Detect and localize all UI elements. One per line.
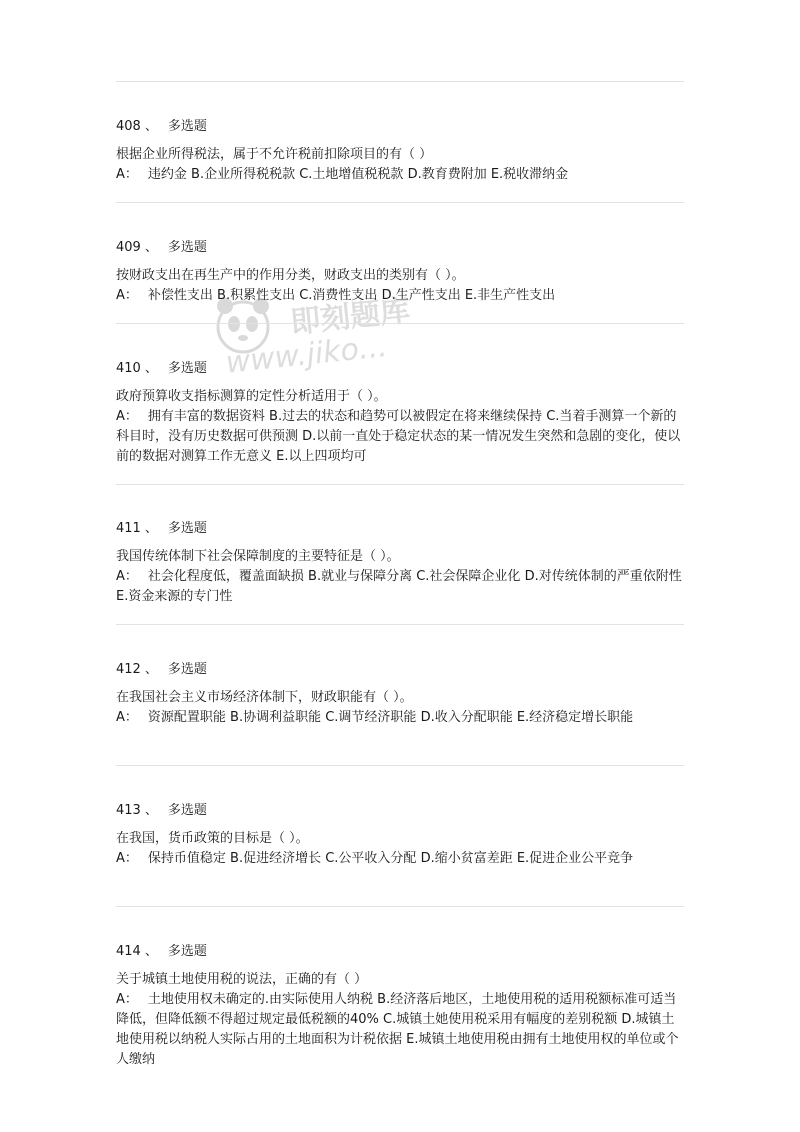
question-stem: 政府预算收支指标测算的定性分析适用于（ ）。 [116,389,387,404]
divider [116,81,684,82]
question-body [116,387,686,467]
question-413 [116,801,686,869]
question-number: 408 [116,119,141,134]
question-body [116,547,686,607]
question-header [116,117,686,137]
answer-label: A： [116,167,138,182]
question-answer [116,708,686,728]
question-type: 多选题 [167,662,207,677]
question-answer [116,286,686,306]
question-number: 409 [116,240,141,255]
watermark-site: www.jiko... [224,329,390,381]
question-411 [116,519,686,607]
question-number: 410 [116,361,141,376]
question-body [116,970,686,1070]
question-stem: 我国传统体制下社会保障制度的主要特征是（ ）。 [116,549,400,564]
answer-label: A： [116,569,138,584]
divider [116,906,684,907]
question-separator: 、 [144,119,158,134]
answer-text: 拥有丰富的数据资料 B.过去的状态和趋势可以被假定在将来继续保持 C.当着手测算一个新的科目时，没有历史数据可供预测 D.以前一直处于稳定状态的某一情况发生突然和急剧的变化，使以前的数据对测算工作无意义 E.以上四项均可 [116,409,681,464]
question-number: 412 [116,662,141,677]
question-answer [116,849,686,869]
question-412 [116,660,686,728]
question-answer [116,407,686,467]
question-type: 多选题 [167,361,207,376]
answer-label: A： [116,710,138,725]
answer-label: A： [116,409,138,424]
question-stem: 在我国，货币政策的目标是（ ）。 [116,831,309,846]
question-separator: 、 [144,944,158,959]
divider [116,624,684,625]
question-stem: 根据企业所得税法，属于不允许税前扣除项目的有（ ） [116,147,433,162]
question-answer [116,567,686,607]
question-header [116,801,686,821]
question-number: 411 [116,521,141,536]
question-separator: 、 [144,240,158,255]
answer-text: 保持币值稳定 B.促进经济增长 C.公平收入分配 D.缩小贫富差距 E.促进企业公平竞争 [147,851,634,866]
question-type: 多选题 [167,944,207,959]
answer-text: 补偿性支出 B.积累性支出 C.消费性支出 D.生产性支出 E.非生产性支出 [147,288,556,303]
answer-label: A： [116,851,138,866]
divider [116,202,684,203]
question-stem: 在我国社会主义市场经济体制下，财政职能有（ ）。 [116,690,413,705]
question-409 [116,238,686,306]
question-type: 多选题 [167,803,207,818]
watermark-brand: 即刻题库 [288,293,412,341]
question-body [116,829,686,869]
divider [116,765,684,766]
question-stem: 关于城镇土地使用税的说法，正确的有（ ） [116,972,368,987]
answer-text: 社会化程度低，覆盖面缺损 B.就业与保障分离 C.社会保障企业化 D.对传统体制的严重依附性 E.资金来源的专门性 [116,569,682,604]
question-type: 多选题 [167,521,207,536]
question-separator: 、 [144,521,158,536]
question-type: 多选题 [167,240,207,255]
question-body [116,266,686,306]
answer-text: 资源配置职能 B.协调利益职能 C.调节经济职能 D.收入分配职能 E.经济稳定增长职能 [147,710,634,725]
question-header [116,238,686,258]
question-header [116,359,686,379]
question-header [116,519,686,539]
divider [116,484,684,485]
answer-text: 违约金 B.企业所得税税款 C.土地增值税税款 D.教育费附加 E.税收滞纳金 [147,167,569,182]
question-type: 多选题 [167,119,207,134]
question-408 [116,117,686,185]
question-number: 413 [116,803,141,818]
question-separator: 、 [144,803,158,818]
answer-label: A： [116,288,138,303]
divider [116,323,684,324]
question-number: 414 [116,944,141,959]
question-separator: 、 [144,361,158,376]
question-header [116,660,686,680]
question-stem: 按财政支出在再生产中的作用分类，财政支出的类别有（ ）。 [116,268,465,283]
question-answer [116,990,686,1070]
answer-label: A： [116,992,138,1007]
question-separator: 、 [144,662,158,677]
question-body [116,688,686,728]
question-414 [116,942,686,1070]
question-410 [116,359,686,467]
question-header [116,942,686,962]
question-answer [116,165,686,185]
answer-text: 土地使用权未确定的.由实际使用人纳税 B.经济落后地区，土地使用税的适用税额标准可适当降低，但降低额不得超过规定最低税额的40% C.城镇土她使用税采用有幅度的差别税额 D.城镇土地使用税以纳税人实际占用的土地面积为计税依据 E.城镇土地使用税由拥有土地使用权的单位或个人缴纳 [116,992,679,1067]
question-body [116,145,686,185]
